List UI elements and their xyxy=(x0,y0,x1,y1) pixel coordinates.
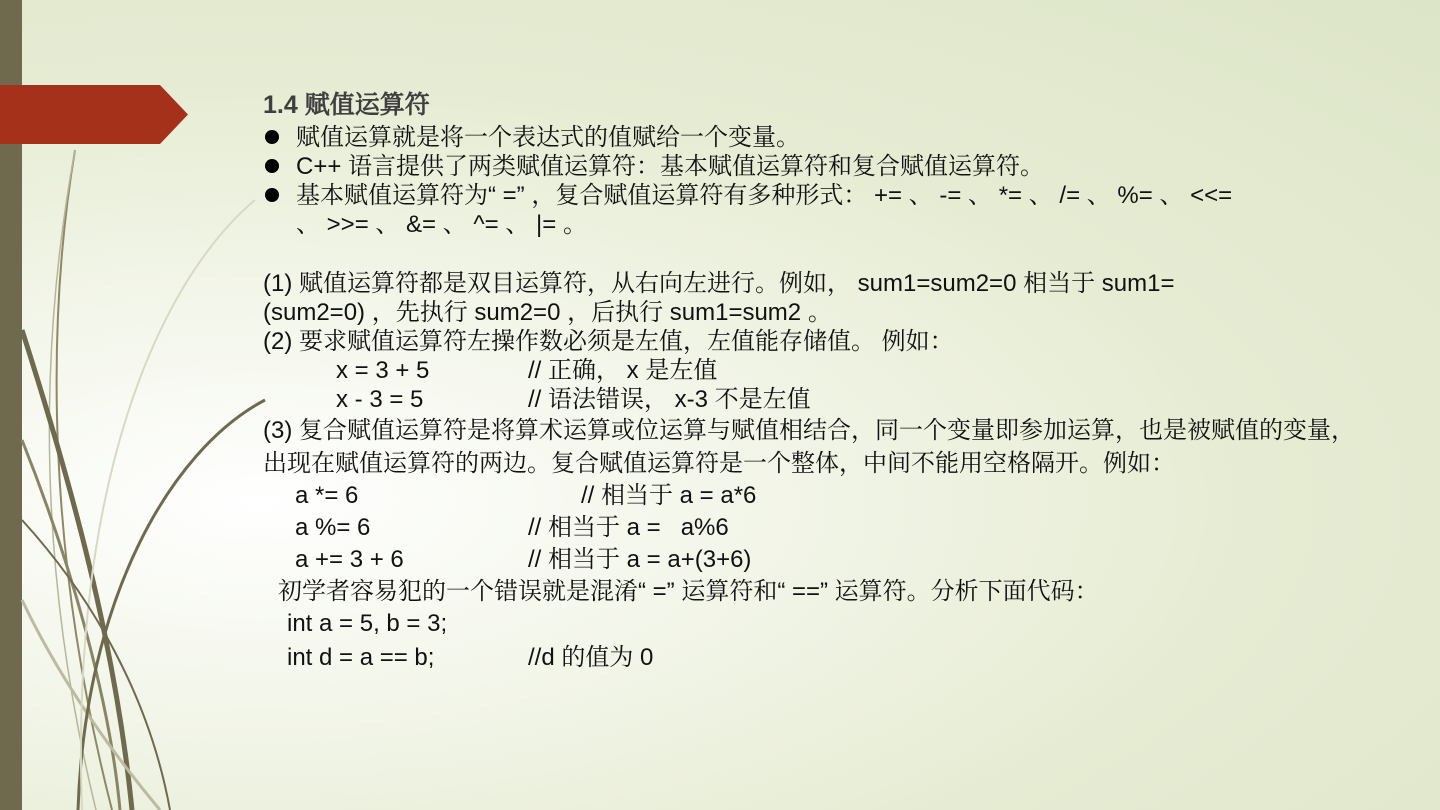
slide-content xyxy=(263,90,1383,674)
paragraph-2: (2) 要求赋值运算符左操作数必须是左值，左值能存储值。 例如： xyxy=(263,328,954,355)
example-line xyxy=(263,356,1383,385)
bullet-dot-icon xyxy=(265,188,279,202)
example-comment: // 相当于 a = a*6 xyxy=(581,482,757,509)
bullet-item: C++ 语言提供了两类赋值运算符：基本赋值运算符和复合赋值运算符。 xyxy=(263,152,1383,181)
example-code: a %= 6 xyxy=(295,514,371,541)
code-line xyxy=(263,608,1383,640)
paragraph-1: (1) 赋值运算符都是双目运算符，从右向左进行。例如， sum1=sum2=0 相当于 sum1=(sum2=0) ，先执行 sum2=0 ，后执行 sum1=sum2 。 xyxy=(263,270,1175,326)
bullet-item: 基本赋值运算符为“ =” ，复合赋值运算符有多种形式： += 、 -= 、 *= 、 /= 、 %= 、 <<= 、 >>= 、 &= 、 ^= 、 |= 。 xyxy=(263,181,1246,239)
example-code: a += 3 + 6 xyxy=(295,546,404,573)
code-text: int d = a == b; xyxy=(287,644,435,671)
title-accent-arrow xyxy=(0,85,188,144)
paragraph-4: 初学者容易犯的一个错误就是混淆“ =” 运算符和“ ==” 运算符。分析下面代码： xyxy=(278,578,1099,605)
example-comment: // 正确， x 是左值 xyxy=(528,357,718,384)
bullet-item: 赋值运算就是将一个表达式的值赋给一个变量。 xyxy=(263,123,1383,152)
code-line xyxy=(263,642,1383,674)
example-line xyxy=(263,480,1383,512)
paragraph-3: (3) 复合赋值运算符是将算术运算或位运算与赋值相结合，同一个变量即参加运算，也是被赋值的变量，出现在赋值运算符的两边。复合赋值运算符是一个整体，中间不能用空格隔开。例如： xyxy=(263,417,1355,477)
warning-line xyxy=(263,576,1383,608)
bullet-list xyxy=(263,123,1383,239)
example-line xyxy=(263,385,1383,414)
example-comment: // 相当于 a = a+(3+6) xyxy=(528,546,752,573)
code-text: int a = 5, b = 3; xyxy=(287,610,448,637)
example-code: x = 3 + 5 xyxy=(336,357,430,384)
bullet-dot-icon xyxy=(265,130,279,144)
example-code: a *= 6 xyxy=(295,482,359,509)
slide-title: 1.4 赋值运算符 xyxy=(263,91,430,119)
example-comment: // 语法错误， x-3 不是左值 xyxy=(528,386,811,413)
example-code: x - 3 = 5 xyxy=(336,386,424,413)
bullet-dot-icon xyxy=(265,159,279,173)
example-line xyxy=(263,544,1383,576)
example-line xyxy=(263,512,1383,544)
example-comment: // 相当于 a = a%6 xyxy=(528,514,729,541)
code-comment: //d 的值为 0 xyxy=(528,644,654,671)
